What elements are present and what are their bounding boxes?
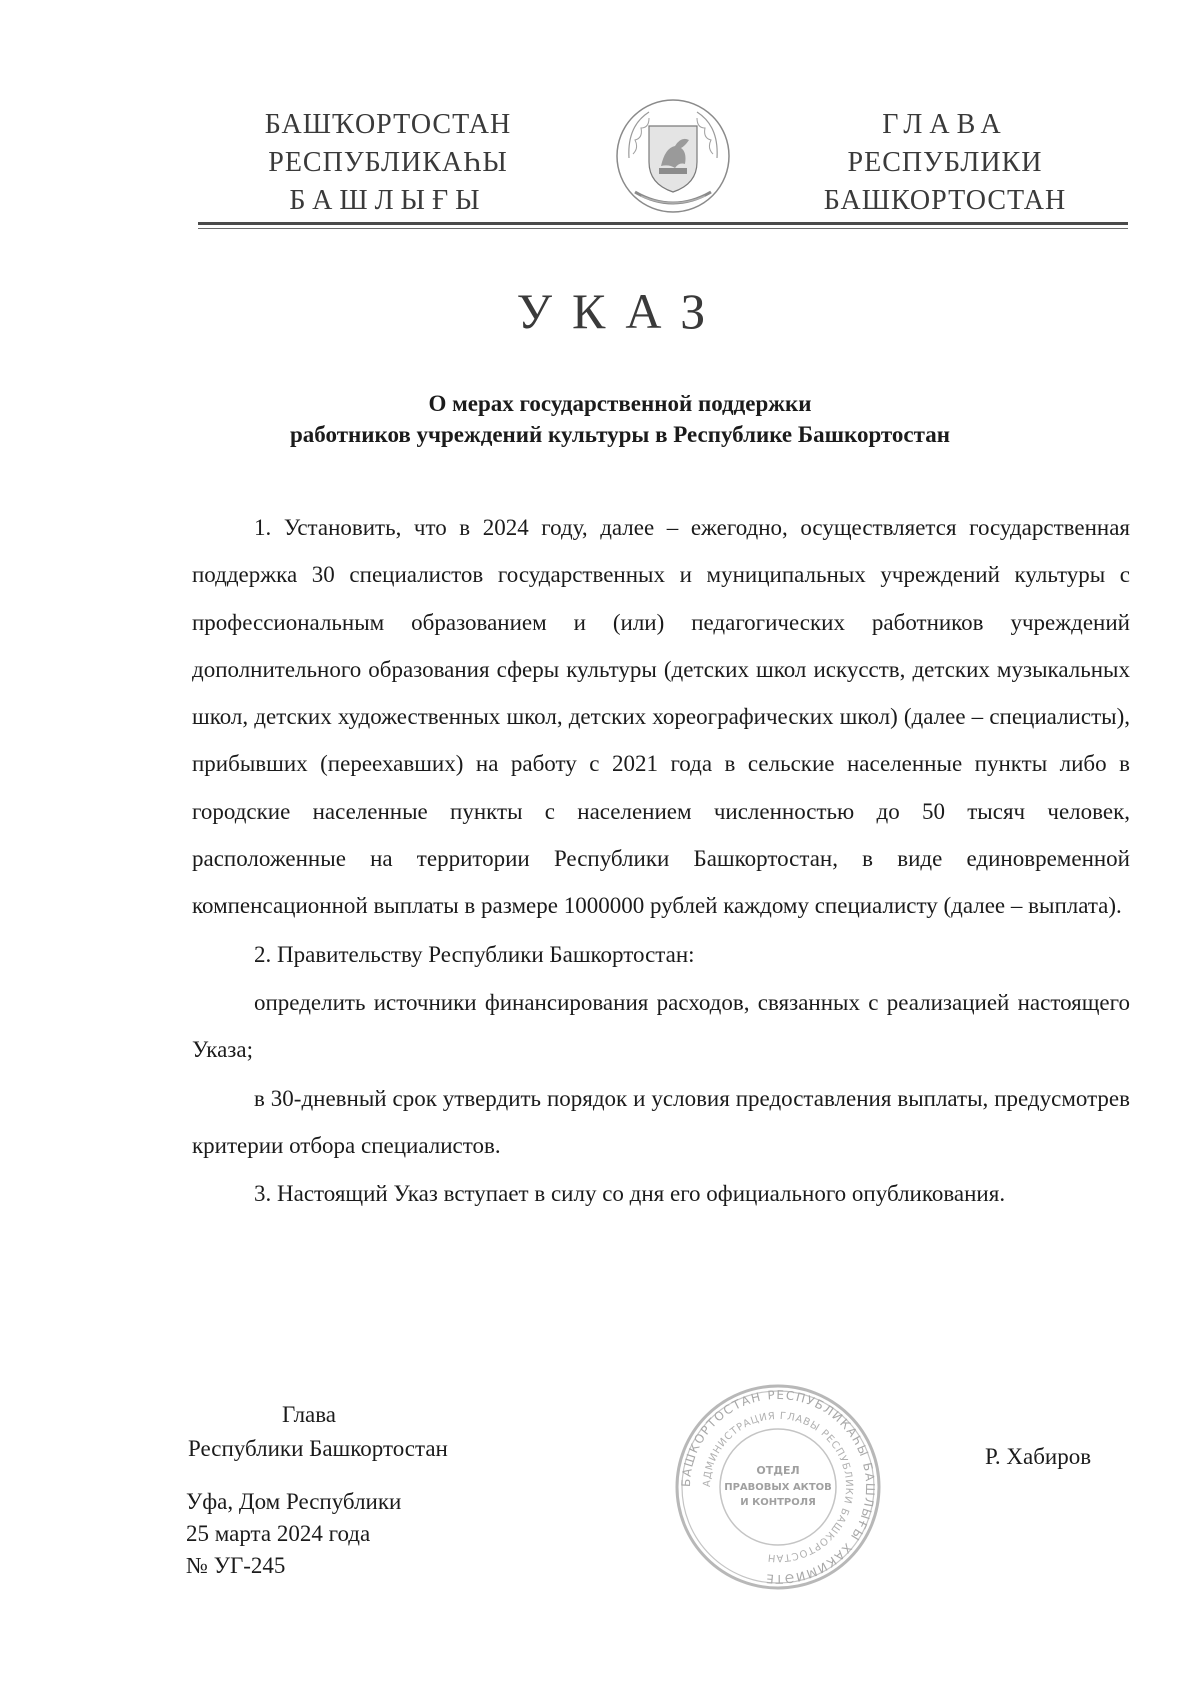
header-bashkir-title <box>228 106 548 220</box>
header-right-line: ГЛАВА <box>882 109 1008 140</box>
coat-of-arms-icon <box>613 96 733 216</box>
subject-line: О мерах государственной поддержки <box>428 391 812 416</box>
stamp-inner-text: АДМИНИСТРАЦИЯ ГЛАВЫ РЕСПУБЛИКИ БАШКОРТОСТАН <box>701 1410 855 1564</box>
document-type-title: УКАЗ <box>516 283 726 339</box>
signatory-position <box>188 1398 488 1466</box>
position-line: Республики Башкортостан <box>188 1436 448 1461</box>
paragraph-2: 2. Правительству Республики Башкортостан: <box>254 941 695 967</box>
subject-line: работников учреждений культуры в Республике Башкортостан <box>290 422 950 447</box>
header-divider-thin <box>198 228 1128 229</box>
stamp-center-line: ПРАВОВЫХ АКТОВ <box>724 1482 832 1493</box>
paragraph-2-item-1: определить источники финансирования расходов, связанных с реализацией настоящего Указа; <box>192 989 1130 1063</box>
signatory-name: Р. Хабиров <box>985 1444 1092 1469</box>
header-divider <box>198 222 1128 225</box>
header-russian-title <box>790 106 1100 220</box>
header-left-line: БАШҠОРТОСТАН <box>264 109 512 140</box>
paragraph-1: 1. Установить, что в 2024 году, далее – ежегодно, осуществляется государственная поддержка 30 специалистов государственных и муниципальных учреждений культуры с профессиональным образованием и (или) педагогических работников учреждений дополнительного образования сферы культуры (детских школ искусств, детских музыкальных школ, детских художественных школ, детских хореографических школ) (далее – специалисты), прибывших (переехавших) на работу с 2021 года в сельские населенные пункты либо в городские населенные пункты с населением численностью до 50 тысяч человек, расположенные на территории Республики Башкортостан, в виде единовременной компенсационной выплаты в размере 1000000 рублей каждому специалисту (далее – выплата). <box>192 515 1130 919</box>
issue-date: 25 марта 2024 года <box>186 1521 371 1546</box>
official-stamp-icon <box>673 1382 883 1592</box>
header-left-line: БАШЛЫҒЫ <box>289 185 487 216</box>
issue-place: Уфа, Дом Республики <box>186 1489 402 1514</box>
decree-number: № УГ-245 <box>186 1553 286 1578</box>
paragraph-3: 3. Настоящий Указ вступает в силу со дня его официального опубликования. <box>254 1181 1006 1207</box>
header-left-line: РЕСПУБЛИКАҺЫ <box>268 147 508 178</box>
issue-details <box>186 1486 506 1582</box>
header-right-line: РЕСПУБЛИКИ <box>847 147 1043 178</box>
stamp-outer-text: БАШКОРТОСТАН РЕСПУБЛИКАҺЫ БАШЛЫҒЫ ХАКИМИӘТЕ <box>678 1387 878 1587</box>
stamp-center-line: ОТДЕЛ <box>756 1464 800 1477</box>
document-subject <box>220 388 1020 450</box>
header-right-line: БАШКОРТОСТАН <box>823 185 1067 216</box>
position-line: Глава <box>282 1402 337 1427</box>
document-body <box>192 504 1130 1217</box>
stamp-center-line: И КОНТРОЛЯ <box>740 1497 816 1508</box>
paragraph-2-item-2: в 30-дневный срок утвердить порядок и условия предоставления выплаты, предусмотрев критерии отбора специалистов. <box>192 1085 1130 1158</box>
